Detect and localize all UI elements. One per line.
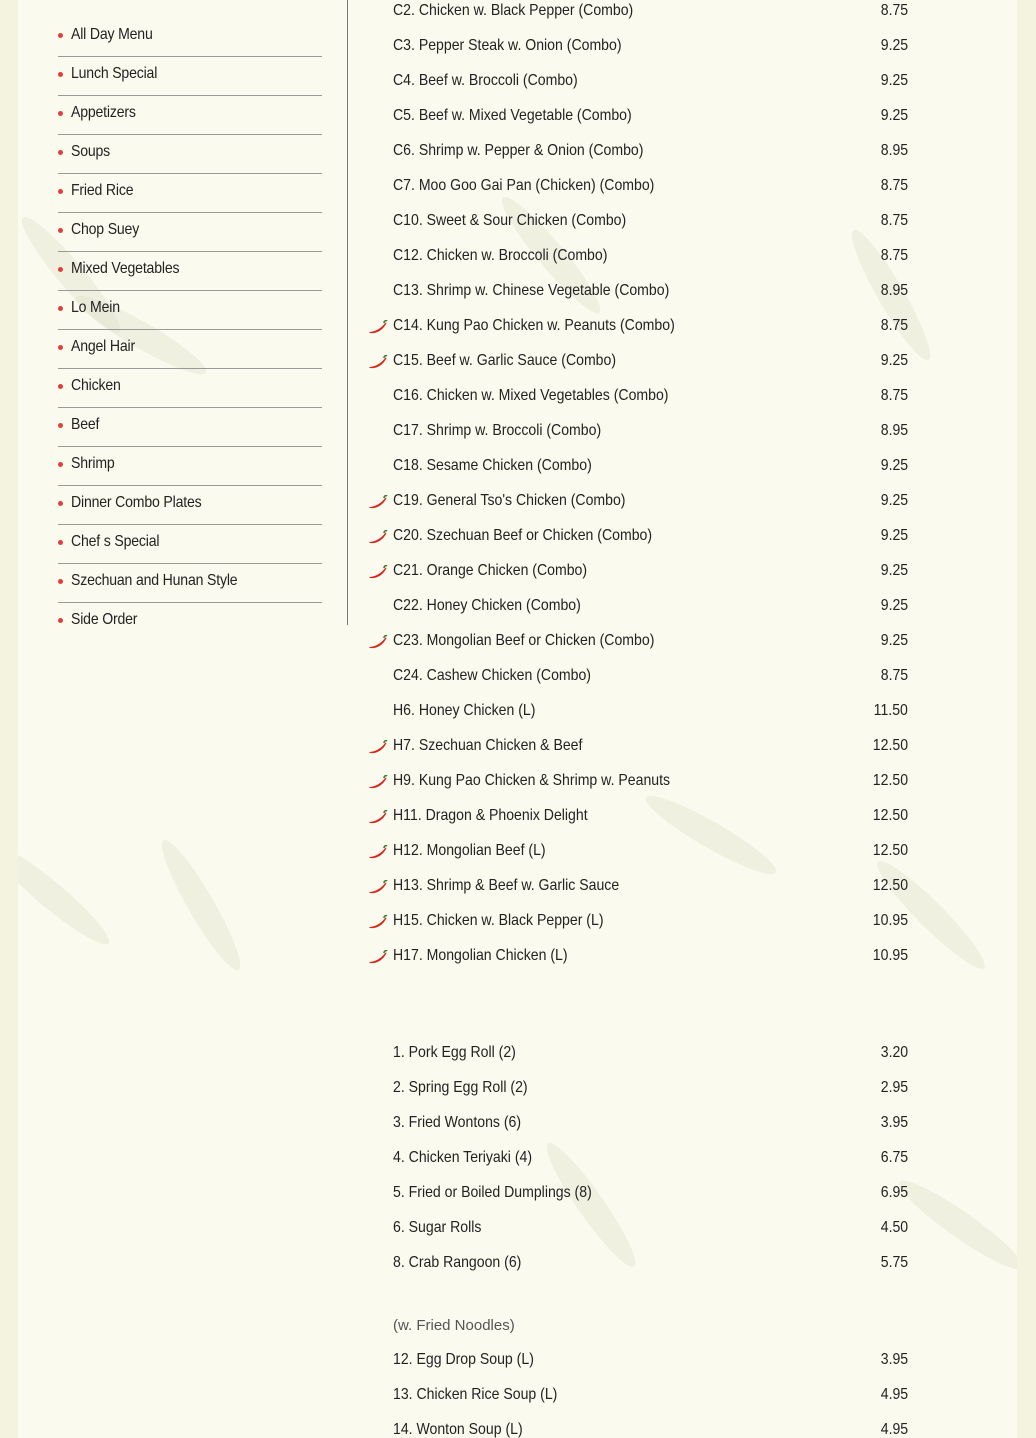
chili-pepper-icon <box>368 845 388 859</box>
menu-item-name: 12. Egg Drop Soup (L) <box>393 1351 534 1368</box>
menu-item-price: 10.95 <box>872 912 908 929</box>
chili-pepper-icon <box>368 950 388 964</box>
bullet-icon <box>58 579 63 584</box>
menu-item-name: H15. Chicken w. Black Pepper (L) <box>393 912 604 929</box>
menu-item-price: 12.50 <box>872 877 908 894</box>
menu-item-price: 6.75 <box>880 1149 908 1166</box>
menu-item-name: C18. Sesame Chicken (Combo) <box>393 457 592 474</box>
sidebar-item-label: Chop Suey <box>71 221 140 238</box>
menu-item-name: 6. Sugar Rolls <box>393 1219 482 1236</box>
menu-item[interactable] <box>368 455 908 490</box>
menu-item-name: H13. Shrimp & Beef w. Garlic Sauce <box>393 877 620 894</box>
menu-item[interactable] <box>368 840 908 875</box>
menu-item-name: C6. Shrimp w. Pepper & Onion (Combo) <box>393 142 644 159</box>
sidebar-item-szechuan-and-hunan-style[interactable] <box>58 564 322 603</box>
bullet-icon <box>58 618 63 623</box>
menu-item-price: 4.95 <box>880 1421 908 1438</box>
sidebar-item-soups[interactable] <box>58 135 322 174</box>
bullet-icon <box>58 384 63 389</box>
sidebar-item-label: Szechuan and Hunan Style <box>71 572 238 589</box>
menu-item-name: 8. Crab Rangoon (6) <box>393 1254 522 1271</box>
category-sidebar <box>58 18 322 641</box>
bullet-icon <box>58 345 63 350</box>
menu-item-name: C21. Orange Chicken (Combo) <box>393 562 588 579</box>
menu-item[interactable] <box>368 875 908 910</box>
sidebar-item-label: Mixed Vegetables <box>71 260 180 277</box>
menu-item-price: 9.25 <box>880 457 908 474</box>
menu-item-price: 8.75 <box>880 212 908 229</box>
sidebar-item-label: Lo Mein <box>71 299 120 316</box>
menu-item-price: 9.25 <box>880 107 908 124</box>
menu-item-name: C20. Szechuan Beef or Chicken (Combo) <box>393 527 653 544</box>
menu-item-name: C22. Honey Chicken (Combo) <box>393 597 581 614</box>
menu-item[interactable] <box>368 805 908 840</box>
chili-pepper-icon <box>368 810 388 824</box>
menu-item-name: C10. Sweet & Sour Chicken (Combo) <box>393 212 627 229</box>
menu-item[interactable] <box>368 1419 908 1438</box>
menu-item-price: 6.95 <box>880 1184 908 1201</box>
menu-item-name: C5. Beef w. Mixed Vegetable (Combo) <box>393 107 632 124</box>
menu-item-price: 9.25 <box>880 37 908 54</box>
menu-item[interactable] <box>368 1182 908 1217</box>
sidebar-item-angel-hair[interactable] <box>58 330 322 369</box>
menu-item-price: 9.25 <box>880 562 908 579</box>
chili-pepper-icon <box>368 915 388 929</box>
chili-pepper-icon <box>368 740 388 754</box>
menu-item-price: 8.95 <box>880 282 908 299</box>
sidebar-item-fried-rice[interactable] <box>58 174 322 213</box>
menu-item-name: C7. Moo Goo Gai Pan (Chicken) (Combo) <box>393 177 655 194</box>
menu-item[interactable] <box>368 700 908 735</box>
menu-item[interactable] <box>368 910 908 945</box>
menu-item-price: 2.95 <box>880 1079 908 1096</box>
sidebar-item-label: Angel Hair <box>71 338 135 355</box>
menu-item-price: 9.25 <box>880 527 908 544</box>
menu-item-name: C2. Chicken w. Black Pepper (Combo) <box>393 2 634 19</box>
menu-item-price: 12.50 <box>872 737 908 754</box>
bullet-icon <box>58 423 63 428</box>
menu-item[interactable] <box>368 1042 908 1077</box>
menu-item-name: 3. Fried Wontons (6) <box>393 1114 522 1131</box>
menu-page <box>18 0 1017 1438</box>
sidebar-item-chef-s-special[interactable] <box>58 525 322 564</box>
menu-item[interactable] <box>368 735 908 770</box>
menu-item-name: C4. Beef w. Broccoli (Combo) <box>393 72 578 89</box>
menu-item[interactable] <box>368 420 908 455</box>
menu-item[interactable] <box>368 665 908 700</box>
menu-item-name: C13. Shrimp w. Chinese Vegetable (Combo) <box>393 282 670 299</box>
menu-item[interactable] <box>368 1147 908 1182</box>
menu-item[interactable] <box>368 525 908 560</box>
menu-item[interactable] <box>368 1077 908 1112</box>
sidebar-item-label: Fried Rice <box>71 182 134 199</box>
menu-item[interactable] <box>368 1384 908 1419</box>
menu-item-price: 8.75 <box>880 247 908 264</box>
menu-item-name: H17. Mongolian Chicken (L) <box>393 947 568 964</box>
menu-item-name: C12. Chicken w. Broccoli (Combo) <box>393 247 608 264</box>
bullet-icon <box>58 306 63 311</box>
menu-item[interactable] <box>368 245 908 280</box>
menu-item-name: H7. Szechuan Chicken & Beef <box>393 737 583 754</box>
menu-item-name: C14. Kung Pao Chicken w. Peanuts (Combo) <box>393 317 675 334</box>
menu-item-price: 9.25 <box>880 492 908 509</box>
menu-item-price: 3.95 <box>880 1114 908 1131</box>
sidebar-item-label: Soups <box>71 143 111 160</box>
sidebar-item-shrimp[interactable] <box>58 447 322 486</box>
menu-item-price: 4.95 <box>880 1386 908 1403</box>
sidebar-item-label: Lunch Special <box>71 65 158 82</box>
bullet-icon <box>58 462 63 467</box>
menu-item-name: 14. Wonton Soup (L) <box>393 1421 523 1438</box>
menu-item[interactable] <box>368 770 908 805</box>
menu-item[interactable] <box>368 0 908 35</box>
menu-item-name: C3. Pepper Steak w. Onion (Combo) <box>393 37 622 54</box>
menu-item-name: C19. General Tso's Chicken (Combo) <box>393 492 626 509</box>
menu-item-price: 3.20 <box>880 1044 908 1061</box>
bullet-icon <box>58 150 63 155</box>
menu-item-name: 5. Fried or Boiled Dumplings (8) <box>393 1184 592 1201</box>
sidebar-item-label: Appetizers <box>71 104 136 121</box>
sidebar-item-all-day-menu[interactable] <box>58 18 322 57</box>
menu-item-price: 9.25 <box>880 632 908 649</box>
menu-item-name: 2. Spring Egg Roll (2) <box>393 1079 528 1096</box>
menu-item[interactable] <box>368 1349 908 1384</box>
menu-item-price: 9.25 <box>880 597 908 614</box>
bullet-icon <box>58 501 63 506</box>
menu-item-price: 8.75 <box>880 387 908 404</box>
menu-item-price: 9.25 <box>880 352 908 369</box>
menu-item[interactable] <box>368 630 908 665</box>
menu-item[interactable] <box>368 945 908 980</box>
menu-item[interactable] <box>368 280 908 315</box>
menu-item-price: 11.50 <box>873 702 908 719</box>
menu-item-price: 12.50 <box>872 807 908 824</box>
menu-item[interactable] <box>368 560 908 595</box>
menu-item[interactable] <box>368 350 908 385</box>
menu-item[interactable] <box>368 35 908 70</box>
sidebar-item-lo-mein[interactable] <box>58 291 322 330</box>
menu-item[interactable] <box>368 175 908 210</box>
menu-item-price: 8.75 <box>880 2 908 19</box>
chili-pepper-icon <box>368 530 388 544</box>
menu-item-price: 9.25 <box>880 72 908 89</box>
sidebar-item-chop-suey[interactable] <box>58 213 322 252</box>
menu-item-name: H12. Mongolian Beef (L) <box>393 842 546 859</box>
menu-item[interactable] <box>368 140 908 175</box>
menu-item-price: 8.75 <box>880 177 908 194</box>
chili-pepper-icon <box>368 775 388 789</box>
bullet-icon <box>58 228 63 233</box>
bullet-icon <box>58 267 63 272</box>
menu-item-name: C17. Shrimp w. Broccoli (Combo) <box>393 422 602 439</box>
sidebar-item-mixed-vegetables[interactable] <box>58 252 322 291</box>
sidebar-item-lunch-special[interactable] <box>58 57 322 96</box>
sidebar-divider <box>347 0 348 625</box>
menu-item-price: 12.50 <box>872 842 908 859</box>
menu-item-name: H6. Honey Chicken (L) <box>393 702 536 719</box>
chili-pepper-icon <box>368 880 388 894</box>
sidebar-item-chicken[interactable] <box>58 369 322 408</box>
menu-item-name: 4. Chicken Teriyaki (4) <box>393 1149 533 1166</box>
menu-item[interactable] <box>368 210 908 245</box>
menu-item-price: 8.75 <box>880 667 908 684</box>
menu-item-price: 8.95 <box>880 422 908 439</box>
bullet-icon <box>58 189 63 194</box>
menu-item-price: 8.95 <box>880 142 908 159</box>
menu-item-price: 3.95 <box>880 1351 908 1368</box>
bullet-icon <box>58 72 63 77</box>
menu-item-name: C15. Beef w. Garlic Sauce (Combo) <box>393 352 617 369</box>
sidebar-item-label: Chicken <box>71 377 121 394</box>
menu-item[interactable] <box>368 1252 908 1287</box>
chili-pepper-icon <box>368 635 388 649</box>
menu-item-name: 1. Pork Egg Roll (2) <box>393 1044 516 1061</box>
sidebar-item-label: Side Order <box>71 611 138 628</box>
menu-item[interactable] <box>368 105 908 140</box>
sidebar-item-label: Beef <box>71 416 100 433</box>
menu-item-name: H11. Dragon & Phoenix Delight <box>393 807 588 824</box>
chili-pepper-icon <box>368 355 388 369</box>
menu-item-name: H9. Kung Pao Chicken & Shrimp w. Peanuts <box>393 772 671 789</box>
sidebar-item-appetizers[interactable] <box>58 96 322 135</box>
menu-item-price: 4.50 <box>880 1219 908 1236</box>
sidebar-item-label: All Day Menu <box>71 26 153 43</box>
menu-item[interactable] <box>368 595 908 630</box>
menu-item[interactable] <box>368 490 908 525</box>
sidebar-item-dinner-combo-plates[interactable] <box>58 486 322 525</box>
sidebar-item-label: Dinner Combo Plates <box>71 494 202 511</box>
menu-item-price: 10.95 <box>872 947 908 964</box>
menu-item[interactable] <box>368 1217 908 1252</box>
menu-item-name: C23. Mongolian Beef or Chicken (Combo) <box>393 632 655 649</box>
menu-item-price: 5.75 <box>880 1254 908 1271</box>
chili-pepper-icon <box>368 565 388 579</box>
menu-item[interactable] <box>368 1112 908 1147</box>
sidebar-item-label: Shrimp <box>71 455 115 472</box>
sidebar-item-side-order[interactable] <box>58 603 322 641</box>
bullet-icon <box>58 540 63 545</box>
menu-item-name: C16. Chicken w. Mixed Vegetables (Combo) <box>393 387 669 404</box>
chili-pepper-icon <box>368 495 388 509</box>
sidebar-item-label: Chef s Special <box>71 533 160 550</box>
bullet-icon <box>58 111 63 116</box>
menu-item[interactable] <box>368 315 908 350</box>
menu-item-price: 8.75 <box>880 317 908 334</box>
chili-pepper-icon <box>368 320 388 334</box>
soups-note: (w. Fried Noodles) <box>393 1317 515 1334</box>
sidebar-item-beef[interactable] <box>58 408 322 447</box>
bullet-icon <box>58 33 63 38</box>
menu-item[interactable] <box>368 70 908 105</box>
menu-item-name: C24. Cashew Chicken (Combo) <box>393 667 591 684</box>
menu-item-price: 12.50 <box>872 772 908 789</box>
menu-item[interactable] <box>368 385 908 420</box>
menu-item-name: 13. Chicken Rice Soup (L) <box>393 1386 558 1403</box>
